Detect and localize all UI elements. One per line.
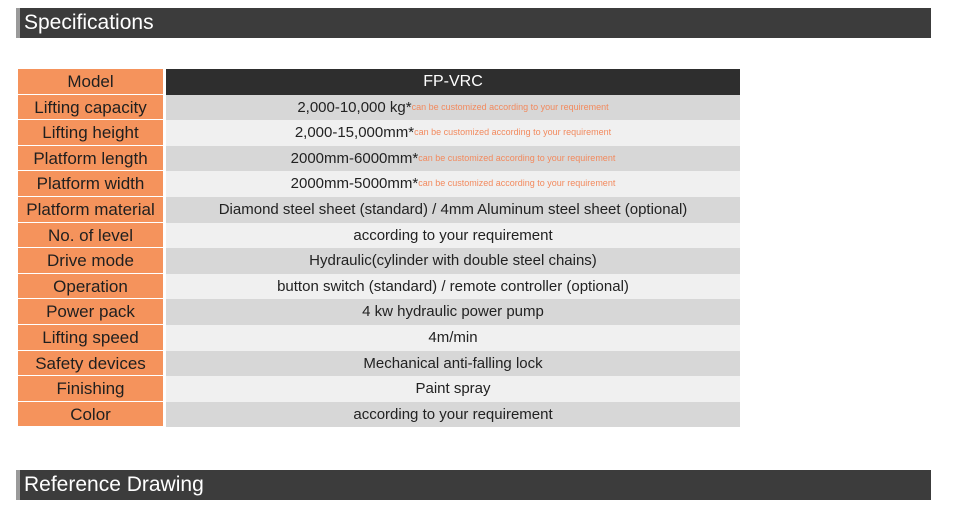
row-value-text: 2,000-15,000mm* [294,124,415,142]
row-label: Platform length [18,146,163,172]
row-value-note: can be customized according to your requirement [418,153,616,164]
row-value-note: can be customized according to your requirement [418,178,616,189]
row-value-text: according to your requirement [353,405,553,423]
row-label: Finishing [18,376,163,402]
table-row [18,197,740,223]
table-row [18,376,740,402]
row-value-note: can be customized according to your requirement [411,101,609,112]
row-label: Platform material [18,197,163,223]
specifications-table [18,69,740,427]
row-value-text: 4m/min [428,328,478,346]
row-value-text: 2,000-10,000 kg* [297,98,412,116]
row-value-text: 4 kw hydraulic power pump [362,303,544,321]
table-row [18,171,740,197]
row-value [166,325,740,351]
row-value [166,248,740,274]
row-value [166,376,740,402]
row-value [166,171,740,197]
table-row [18,351,740,377]
row-label: Platform width [18,171,163,197]
table-row [18,402,740,428]
table-row [18,223,740,249]
row-value-note: can be customized according to your requirement [414,127,612,138]
header-model-value: FP-VRC [166,69,740,95]
row-label: Drive mode [18,248,163,274]
row-label: Lifting speed [18,325,163,351]
table-body [18,95,740,428]
table-row [18,95,740,121]
row-value-text: Hydraulic(cylinder with double steel chains) [309,252,597,270]
row-value-text: 2000mm-6000mm* [290,149,419,167]
row-value [166,351,740,377]
row-label: Lifting capacity [18,95,163,121]
row-value-text: according to your requirement [353,226,553,244]
row-value-text: Mechanical anti-falling lock [363,354,543,372]
row-label: Color [18,402,163,428]
table-row [18,299,740,325]
row-value-text: Diamond steel sheet (standard) / 4mm Aluminum steel sheet (optional) [218,200,688,218]
header-label: Model [18,69,163,95]
row-value-text: 2000mm-5000mm* [290,175,419,193]
row-label: Operation [18,274,163,300]
row-value [166,299,740,325]
row-value-text: button switch (standard) / remote controller (optional) [277,277,629,295]
row-label: Safety devices [18,351,163,377]
row-value [166,120,740,146]
row-value [166,223,740,249]
table-header-row [18,69,740,95]
row-label: Lifting height [18,120,163,146]
section-title-reference-drawing: Reference Drawing [16,470,931,500]
row-value [166,146,740,172]
row-value [166,274,740,300]
row-label: No. of level [18,223,163,249]
row-value-text: Paint spray [415,380,491,398]
table-row [18,325,740,351]
row-value [166,197,740,223]
row-value [166,402,740,428]
table-row [18,120,740,146]
table-row [18,274,740,300]
row-value [166,95,740,121]
section-title-specifications: Specifications [16,8,931,38]
table-row [18,146,740,172]
table-row [18,248,740,274]
row-label: Power pack [18,299,163,325]
